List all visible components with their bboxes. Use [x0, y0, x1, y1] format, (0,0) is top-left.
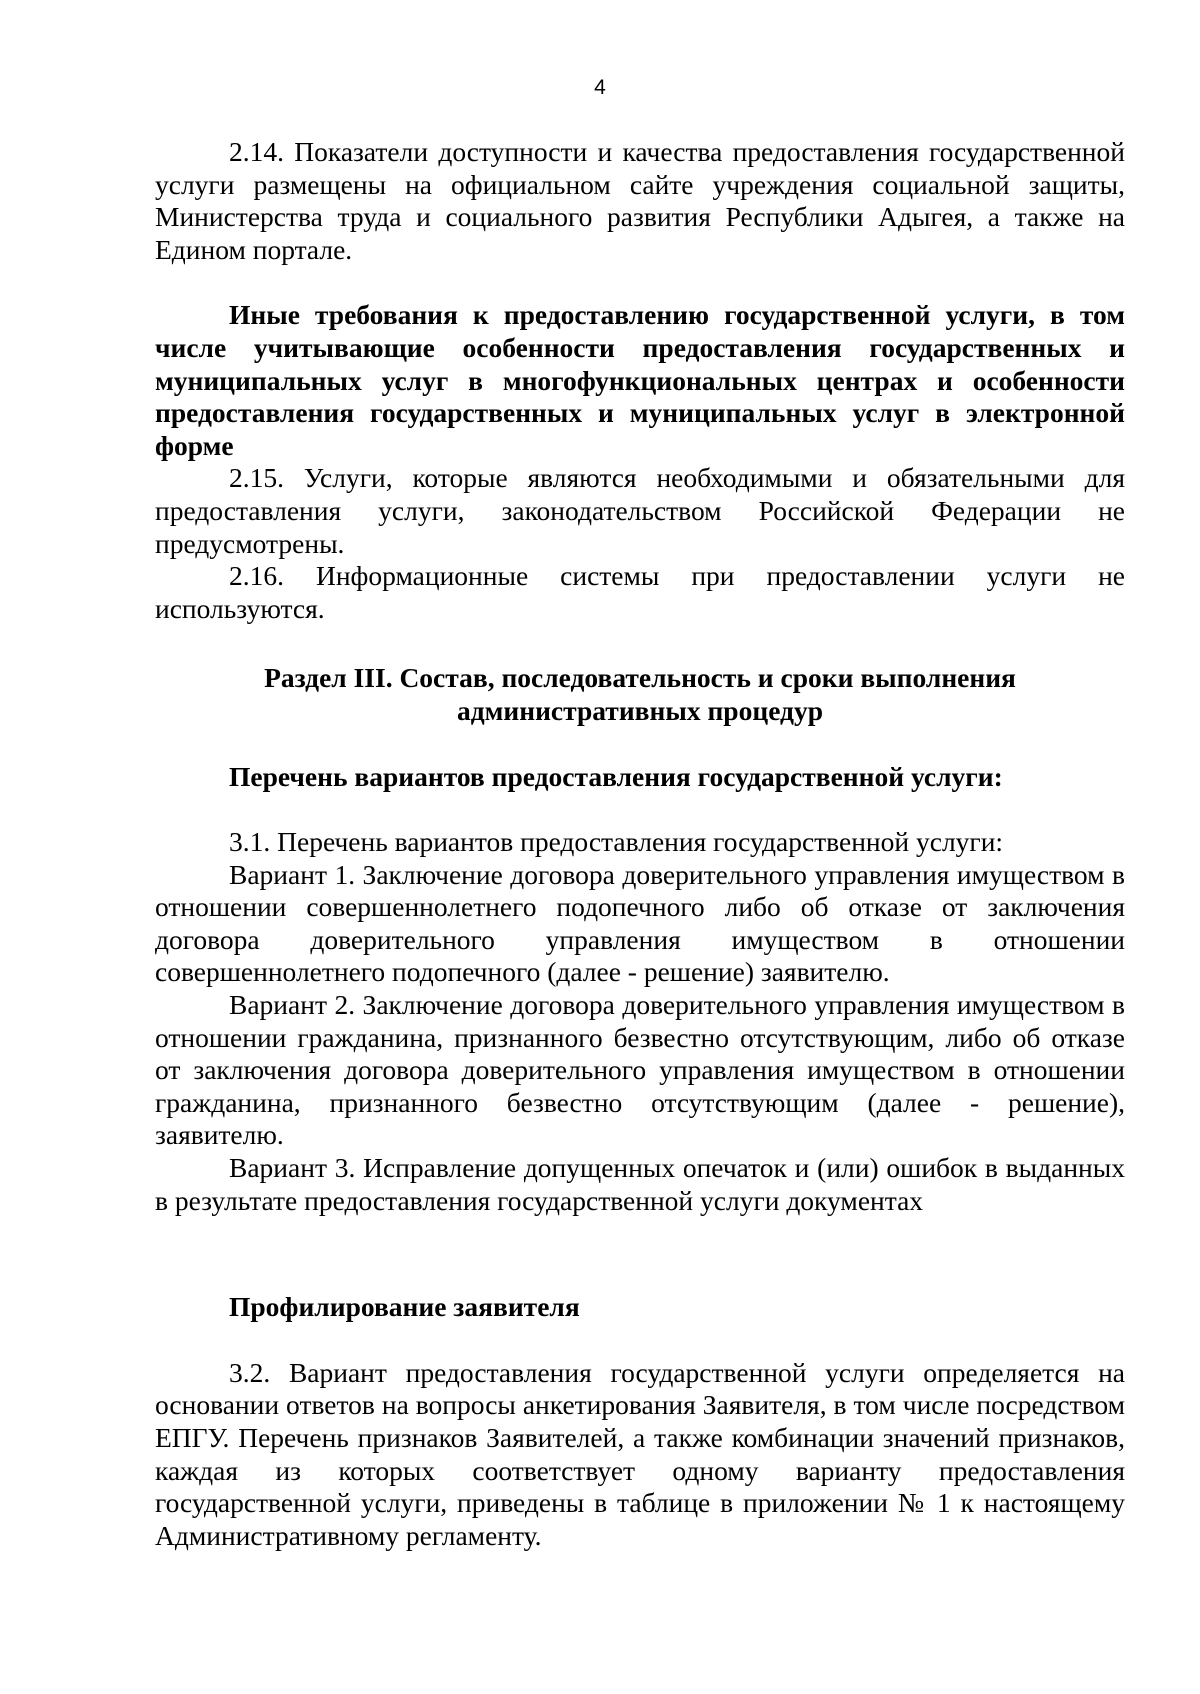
section-3-title-line1: Раздел III. Состав, последовательность и сроки выполнения — [264, 662, 1016, 694]
variant-2: Вариант 2. Заключение договора доверительного управления имуществом в отношении гражданина, признанного безвестно отсутствующим, либо об отказе от заключения договора доверительного управления имуществом в отношении гражданина, признанного безвестно отсутствующим (далее - решение), заявителю. — [155, 989, 1125, 1151]
paragraph-2-15: 2.15. Услуги, которые являются необходимыми и обязательными для предоставления услуги, законодательством Российской Федерации не предусмотрены. — [155, 462, 1125, 559]
page-content — [155, 136, 1125, 1552]
paragraph-3-1: 3.1. Перечень вариантов предоставления государственной услуги: — [229, 826, 1004, 858]
variant-1: Вариант 1. Заключение договора доверительного управления имуществом в отношении совершеннолетнего подопечного либо об отказе от заключения договора доверительного управления имуществом в отношении совершеннолетнего подопечного (далее - решение) заявителю. — [155, 858, 1125, 988]
section-3-title — [155, 662, 1125, 727]
heading-profiling: Профилирование заявителя — [229, 1291, 580, 1323]
page-number: 4 — [594, 76, 606, 99]
heading-other-requirements: Иные требования к предоставлению государственной услуги, в том числе учитывающие особенности предоставления государственных и муниципальных услуг в многофункциональных центрах и особенности предоставления государственных и муниципальных услуг в электронной форме — [155, 299, 1125, 461]
section-3-title-line2: административных процедур — [457, 694, 823, 726]
heading-variants-list: Перечень вариантов предоставления государственной услуги: — [229, 760, 1003, 792]
variant-3: Вариант 3. Исправление допущенных опечаток и (или) ошибок в выданных в результате предоставления государственной услуги документах — [155, 1152, 1125, 1216]
paragraph-2-14: 2.14. Показатели доступности и качества предоставления государственной услуги размещены на официальном сайте учреждения социальной защиты, Министерства труда и социального развития Республики Адыгея, а также на Едином портале. — [155, 136, 1125, 265]
paragraph-3-2: 3.2. Вариант предоставления государственной услуги определяется на основании ответов на вопросы анкетирования Заявителя, в том числе посредством ЕПГУ. Перечень признаков Заявителей, а также комбинации значений признаков, каждая из которых соответствует одному варианту предоставления государственной услуги, приведены в таблице в приложении № 1 к настоящему Административному регламенту. — [155, 1356, 1125, 1551]
paragraph-2-16: 2.16. Информационные системы при предоставлении услуги не используются. — [155, 560, 1125, 624]
